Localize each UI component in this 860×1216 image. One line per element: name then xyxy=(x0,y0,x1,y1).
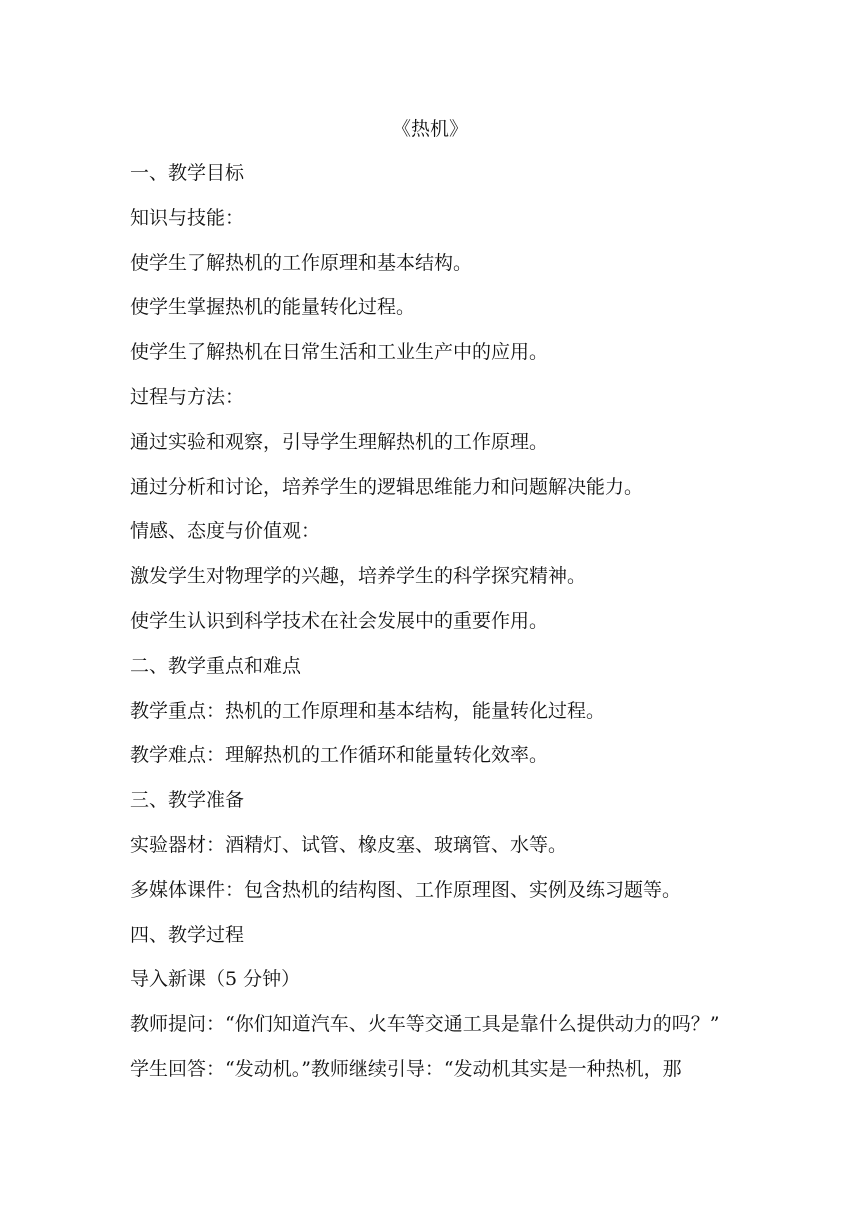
paragraph-line: 多媒体课件：包含热机的结构图、工作原理图、实例及练习题等。 xyxy=(130,879,682,901)
paragraph-line: 使学生了解热机在日常生活和工业生产中的应用。 xyxy=(130,341,549,363)
paragraph-line: 实验器材：酒精灯、试管、橡皮塞、玻璃管、水等。 xyxy=(130,834,568,856)
paragraph-line: 教学重点：热机的工作原理和基本结构，能量转化过程。 xyxy=(130,700,606,722)
paragraph-line: 教学难点：理解热机的工作循环和能量转化效率。 xyxy=(130,744,549,766)
document-title: 《热机》 xyxy=(391,118,468,140)
paragraph-line: 通过实验和观察，引导学生理解热机的工作原理。 xyxy=(130,431,549,453)
subheading-process-methods: 过程与方法： xyxy=(130,386,245,408)
section-heading-key-points: 二、教学重点和难点 xyxy=(130,655,302,677)
section-heading-preparation: 三、教学准备 xyxy=(130,789,245,811)
paragraph-line: 通过分析和讨论，培养学生的逻辑思维能力和问题解决能力。 xyxy=(130,476,644,498)
paragraph-line: 使学生了解热机的工作原理和基本结构。 xyxy=(130,252,473,274)
paragraph-line: 激发学生对物理学的兴趣，培养学生的科学探究精神。 xyxy=(130,565,587,587)
paragraph-line: 使学生认识到科学技术在社会发展中的重要作用。 xyxy=(130,610,549,632)
paragraph-line: 教师提问：“你们知道汽车、火车等交通工具是靠什么提供动力的吗？” xyxy=(130,1013,720,1035)
section-heading-process: 四、教学过程 xyxy=(130,924,245,946)
subheading-introduction: 导入新课（5 分钟） xyxy=(130,968,301,990)
subheading-knowledge-skills: 知识与技能： xyxy=(130,207,245,229)
paragraph-line: 使学生掌握热机的能量转化过程。 xyxy=(130,296,416,318)
section-heading-objectives: 一、教学目标 xyxy=(130,162,245,184)
subheading-attitudes-values: 情感、态度与价值观： xyxy=(130,520,321,542)
paragraph-line: 学生回答：“发动机。”教师继续引导：“发动机其实是一种热机，那 xyxy=(130,1058,682,1080)
